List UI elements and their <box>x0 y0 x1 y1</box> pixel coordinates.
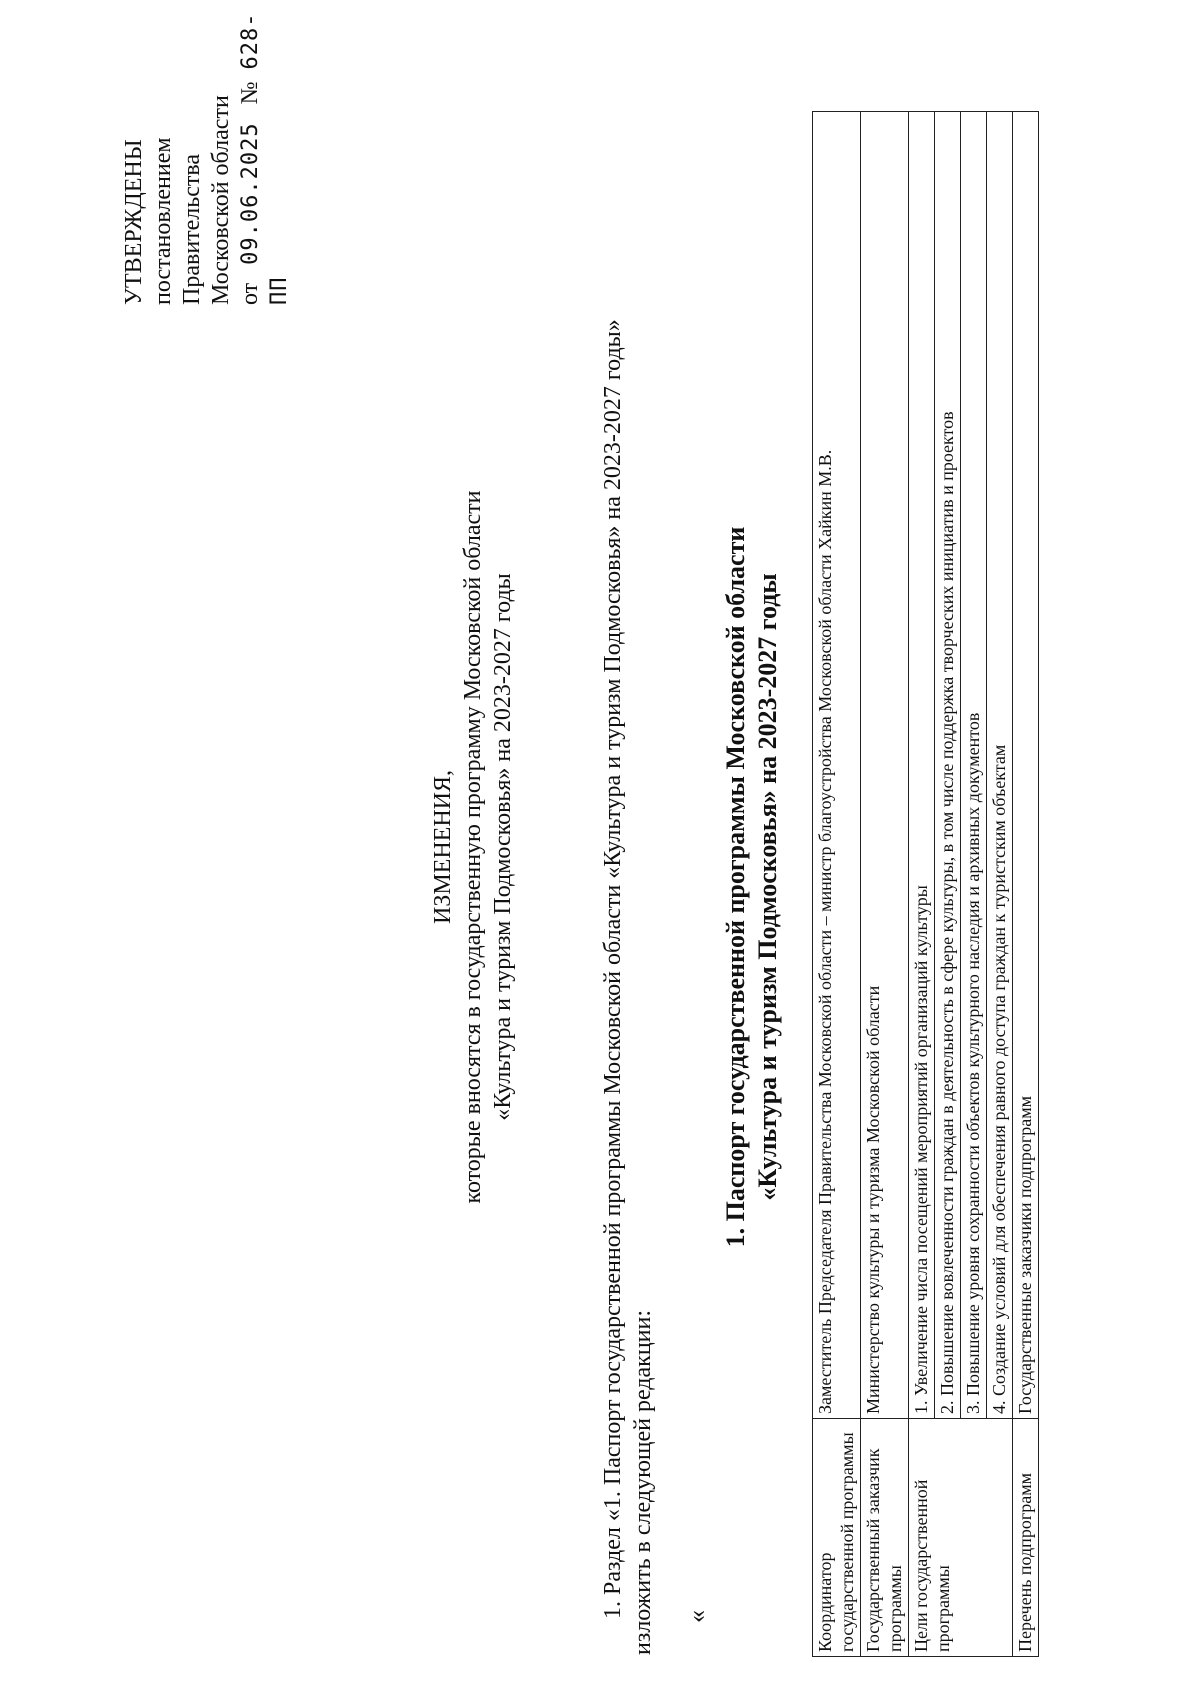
approval-date: 09.06.2025 <box>238 122 263 265</box>
approval-date-line <box>236 0 294 305</box>
section-title-line-2: «Культура и туризм Подмосковья» на 2023-2027 годы <box>753 573 782 1201</box>
subprograms-label: Перечень подпрограмм <box>1013 1419 1039 1657</box>
customer-value: Министерство культуры и туризма Московской области <box>861 112 909 1419</box>
goal-item-2: 2. Повышение вовлеченности граждан в деятельность в сфере культуры, в том числе поддержка творческих инициатив и проектов <box>935 112 961 1419</box>
approval-block <box>120 0 294 305</box>
goal-item-3: 3. Повышение уровня сохранности объектов культурного наследия и архивных документов <box>961 112 987 1419</box>
heading-line-2: «Культура и туризм Подмосковья» на 2023-2027 годы <box>490 573 516 1121</box>
heading-title: ИЗМЕНЕНИЯ, <box>430 769 456 925</box>
document-heading <box>428 297 518 1397</box>
approval-line-2: Московской области <box>208 95 234 305</box>
table-row <box>909 112 935 1657</box>
coordinator-label: Координатор государственной программы <box>813 1419 861 1657</box>
goal-item-1: 1. Увеличение числа посещений мероприятий организаций культуры <box>909 112 935 1419</box>
goal-item-4: 4. Создание условий для обеспечения равного доступа граждан к туристским объектам <box>987 112 1013 1419</box>
goals-label: Цели государственной программы <box>909 1419 1013 1657</box>
open-quote: « <box>682 1610 711 1623</box>
customer-label: Государственный заказчик программы <box>861 1419 909 1657</box>
intro-paragraph: 1. Раздел «1. Паспорт государственной программы Московской области «Культура и туризм Подмосковья» на 2023-2027 годы» изложить в следующей редакции: <box>600 319 656 1655</box>
table-row <box>1013 112 1039 1657</box>
subprograms-value: Государственные заказчики подпрограмм <box>1013 112 1039 1419</box>
approval-from-label: от <box>237 282 263 305</box>
table-row <box>813 112 861 1657</box>
approval-line-1: постановлением Правительства <box>150 137 205 305</box>
passport-table <box>812 111 1039 1657</box>
section-title-line-1: 1. Паспорт государственной программы Московской области <box>721 526 750 1248</box>
approval-title: УТВЕРЖДЕНЫ <box>121 139 147 305</box>
approval-number: 628-ПП <box>238 12 292 305</box>
section-title <box>720 477 784 1297</box>
table-row <box>861 112 909 1657</box>
coordinator-value: Заместитель Председателя Правительства Московской области – министр благоустройства Московской области Хайкин М.В. <box>813 112 861 1419</box>
heading-line-1: которые вносятся в государственную программу Московской области <box>460 490 486 1204</box>
approval-number-sign: № <box>237 81 263 105</box>
